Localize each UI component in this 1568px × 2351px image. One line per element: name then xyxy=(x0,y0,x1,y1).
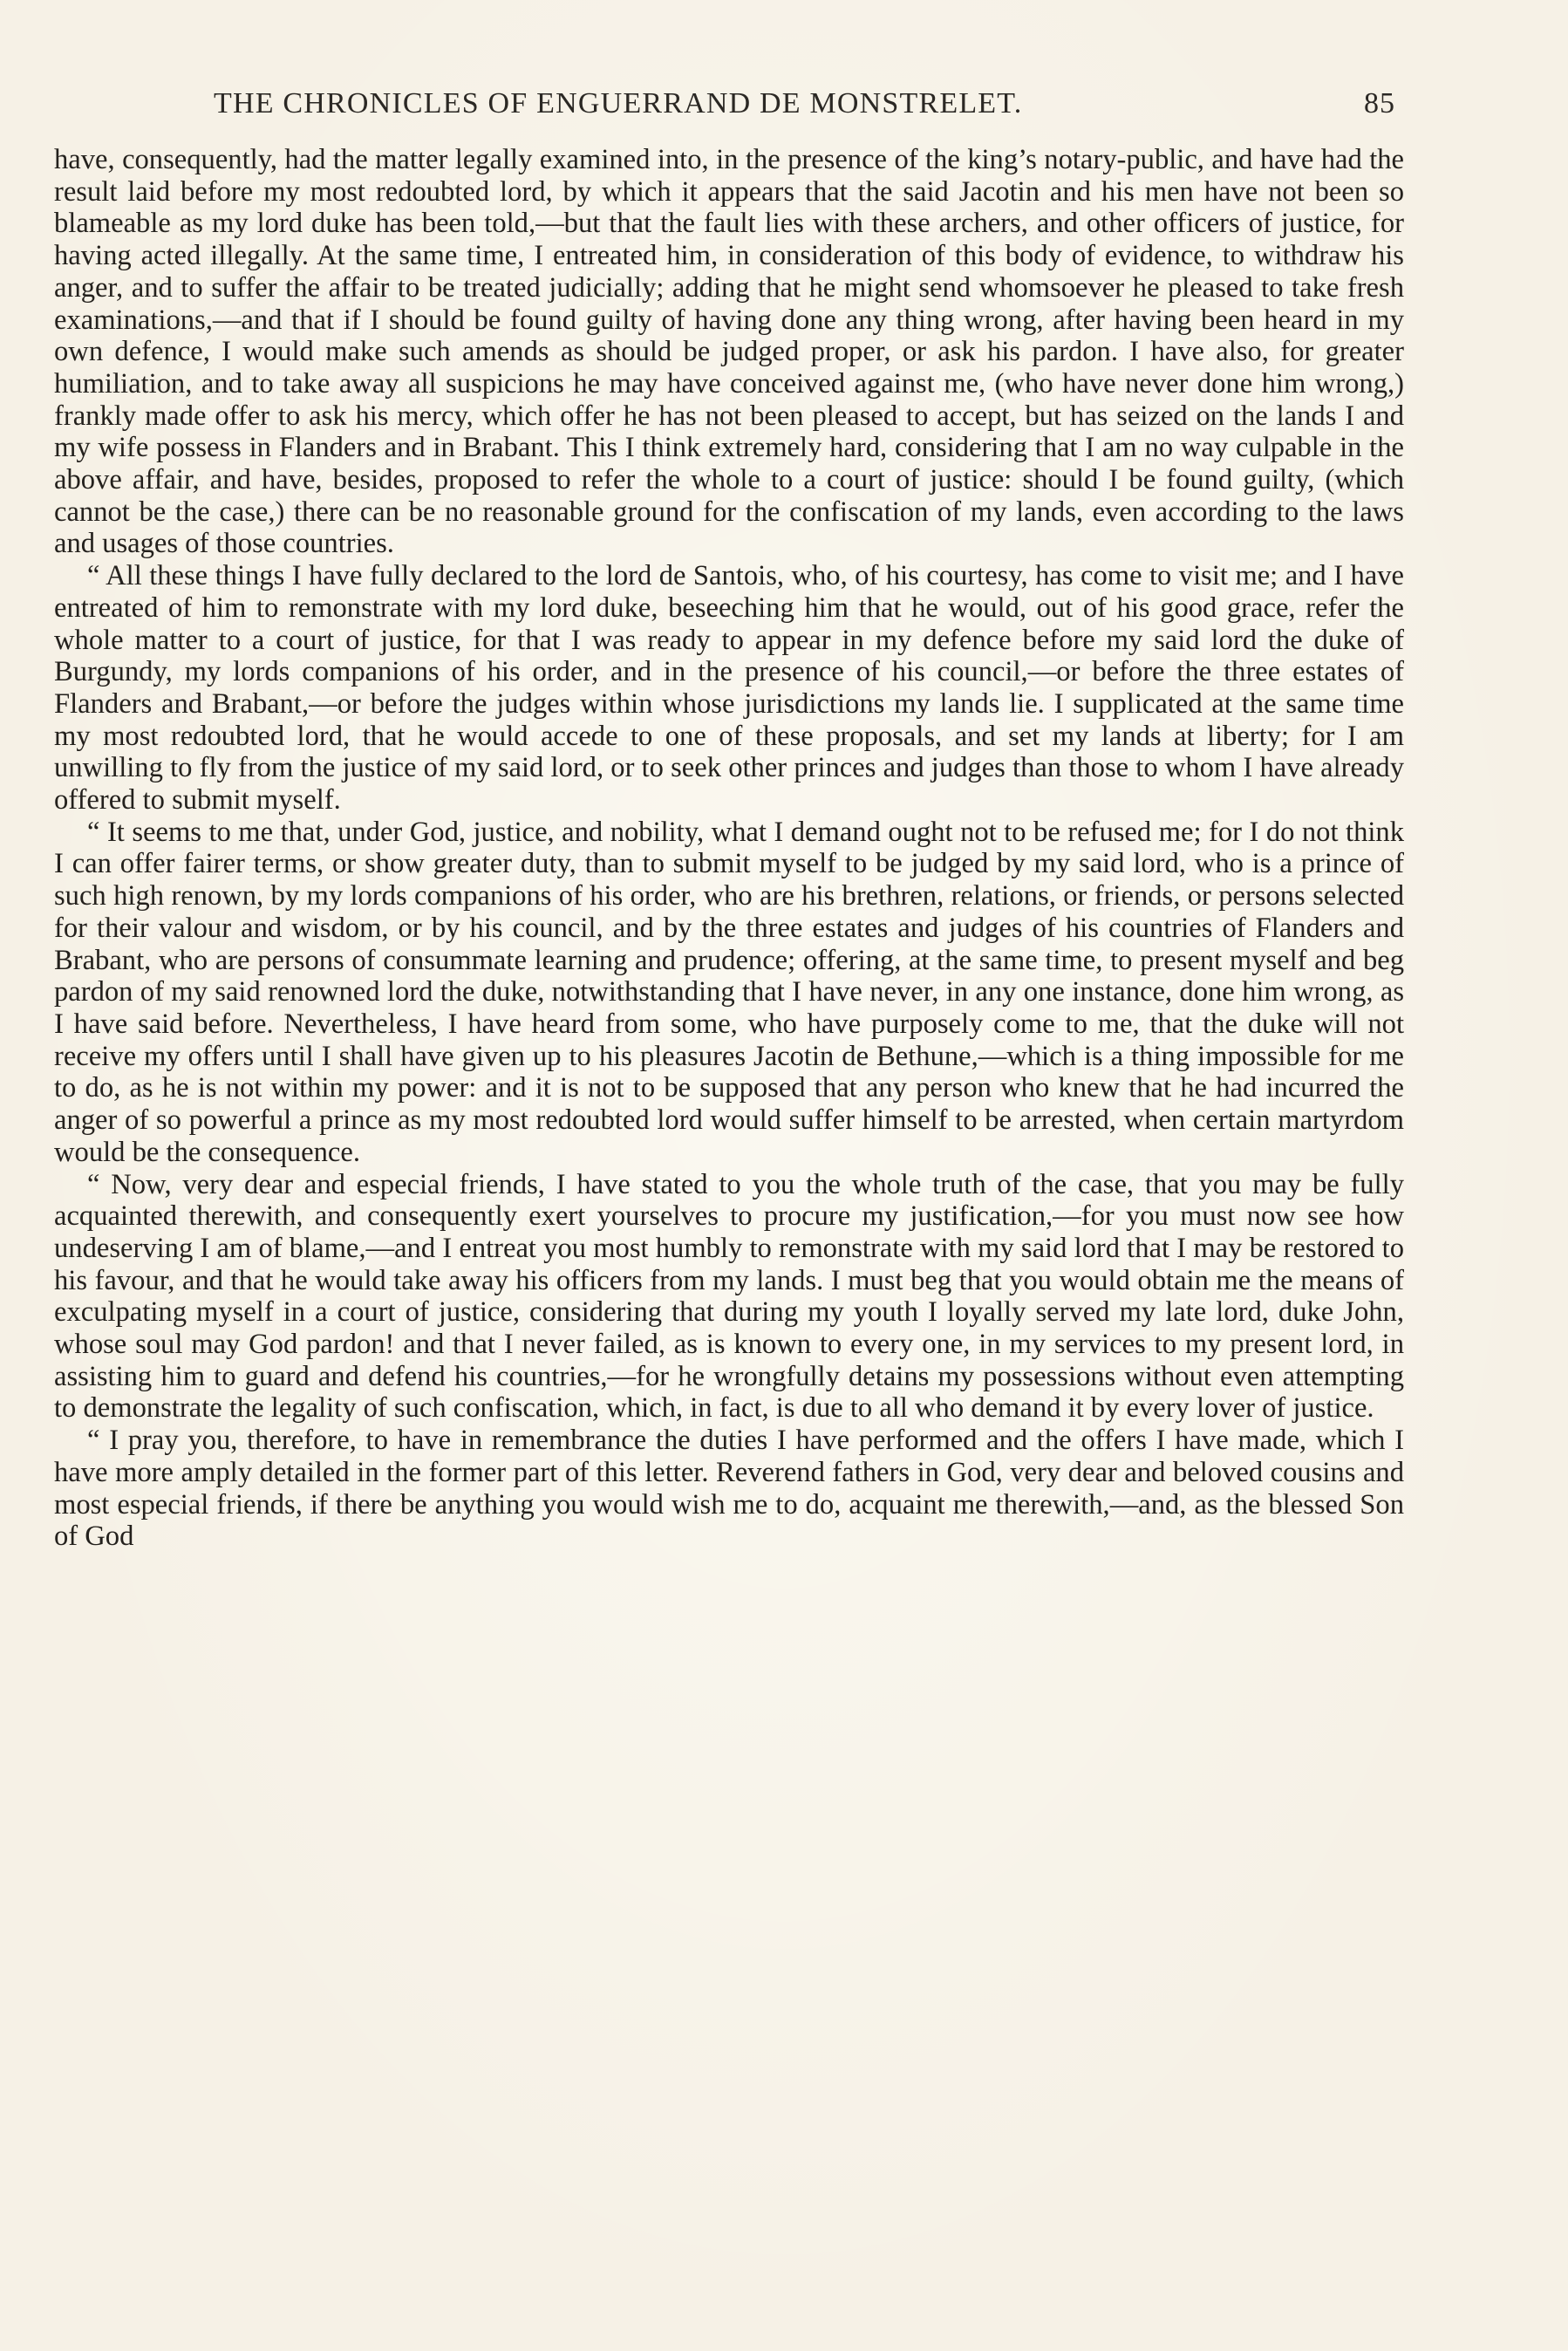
paragraph: “ Now, very dear and especial friends, I have stated to you the whole truth of the case, that you may be fully acquainted therewith, and consequently exert yourselves to procure my justification,—for you must now see how undeserving I am of blame,—and I entreat you most humbly to remonstrate with my said lord that I may be restored to his favour, and that he would take away his officers from my lands. I must beg that you would obtain me the means of exculpating myself in a court of justice, considering that during my youth I loyally served my late lord, duke John, whose soul may God pardon! and that I never failed, as is known to every one, in my services to my present lord, in assisting him to guard and defend his countries,—for he wrongfully detains my possessions without even attempting to demonstrate the legality of such confiscation, which, in fact, is due to all who demand it by every lover of justice. xyxy=(54,1168,1404,1425)
paragraph: “ All these things I have fully declared to the lord de Santois, who, of his courtesy, has come to visit me; and I have entreated of him to remonstrate with my lord duke, beseeching him that he would, out of his good grace, refer the whole matter to a court of justice, for that I was ready to appear in my defence before my said lord the duke of Burgundy, my lords companions of his order, and in the presence of his council,—or before the three estates of Flanders and Brabant,—or before the judges within whose jurisdictions my lands lie. I supplicated at the same time my most redoubted lord, that he would accede to one of these proposals, and set my lands at liberty; for I am unwilling to fly from the justice of my said lord, or to seek other princes and judges than those to whom I have already offered to submit myself. xyxy=(54,560,1404,817)
running-title: THE CHRONICLES OF ENGUERRAND DE MONSTRELET. xyxy=(214,87,1023,120)
running-head xyxy=(61,87,1395,140)
paragraph: have, consequently, had the matter legally examined into, in the presence of the king’s notary-public, and have had the result laid before my most redoubted lord, by which it appears that the said Jacotin and his men have not been so blameable as my lord duke has been told,—but that the fault lies with these archers, and other officers of justice, for having acted illegally. At the same time, I entreated him, in consideration of this body of evidence, to withdraw his anger, and to suffer the affair to be treated judicially; adding that he might send whomsoever he pleased to take fresh examinations,—and that if I should be found guilty of having done any thing wrong, after having been heard in my own defence, I would make such amends as should be judged proper, or ask his pardon. I have also, for greater humiliation, and to take away all suspicions he may have conceived against me, (who have never done him wrong,) frankly made offer to ask his mercy, which offer he has not been pleased to accept, but has seized on the lands I and my wife possess in Flanders and in Brabant. This I think extremely hard, considering that I am no way culpable in the above affair, and have, besides, proposed to refer the whole to a court of justice: should I be found guilty, (which cannot be the case,) there can be no reasonable ground for the confiscation of my lands, even according to the laws and usages of those countries. xyxy=(54,144,1404,560)
paragraph: “ It seems to me that, under God, justice, and nobility, what I demand ought not to be refused me; for I do not think I can offer fairer terms, or show greater duty, than to submit myself to be judged by my said lord, who is a prince of such high renown, by my lords companions of his order, who are his brethren, relations, or friends, or persons selected for their valour and wisdom, or by his council, and by the three estates and judges of his countries of Flanders and Brabant, who are persons of consummate learning and prudence; offering, at the same time, to present myself and beg pardon of my said renowned lord the duke, notwithstanding that I have never, in any one instance, done him wrong, as I have said before. Nevertheless, I have heard from some, who have purposely come to me, that the duke will not receive my offers until I shall have given up to his pleasures Jacotin de Bethune,—which is a thing impossible for me to do, as he is not within my power: and it is not to be supposed that any person who knew that he had incurred the anger of so powerful a prince as my most redoubted lord would suffer himself to be arrested, when certain martyrdom would be the consequence. xyxy=(54,816,1404,1168)
body-text xyxy=(54,144,1404,1553)
page-number: 85 xyxy=(1364,87,1395,120)
paragraph: “ I pray you, therefore, to have in remembrance the duties I have performed and the offers I have made, which I have more amply detailed in the former part of this letter. Reverend fathers in God, very dear and beloved cousins and most especial friends, if there be anything you would wish me to do, acquaint me therewith,—and, as the blessed Son of God xyxy=(54,1425,1404,1553)
